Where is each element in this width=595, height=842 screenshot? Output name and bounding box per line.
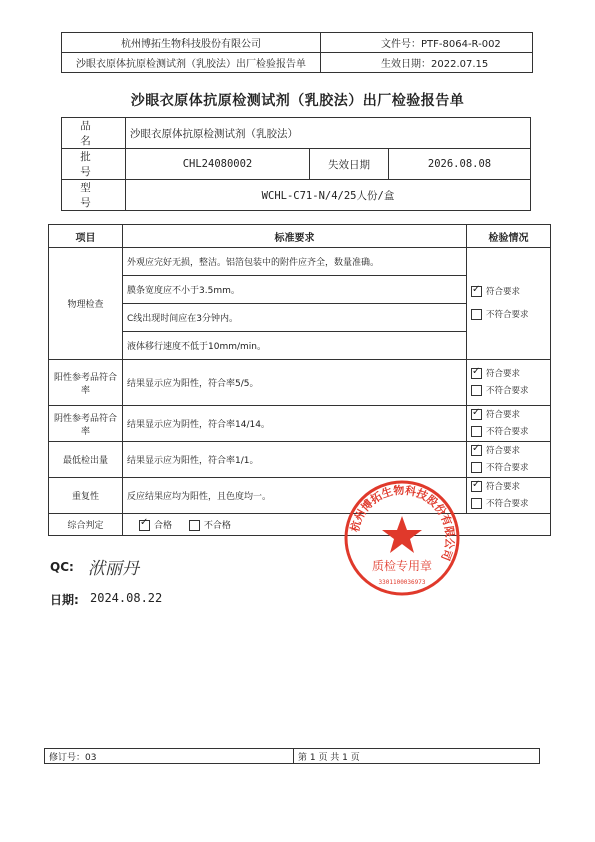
fail-label: 不符合要求 <box>486 462 529 473</box>
standard-physical-3: C线出现时间应在3分钟内。 <box>123 304 467 332</box>
product-name: 沙眼衣原体抗原检测试剂（乳胶法） <box>126 118 531 149</box>
fail-label: 不符合要求 <box>486 498 529 509</box>
pass-label: 符合要求 <box>486 409 521 420</box>
seal-star-icon <box>382 516 422 553</box>
col-standard-header: 标准要求 <box>123 225 467 248</box>
item-physical-check: 物理检查 <box>49 248 123 360</box>
col-result-header: 检验情况 <box>467 225 551 248</box>
result-repeatability <box>467 478 551 514</box>
fail-checkbox[interactable] <box>471 462 482 473</box>
pass-checkbox[interactable] <box>471 445 482 456</box>
batch-label: 批 号 <box>62 149 126 180</box>
fail-checkbox[interactable] <box>471 498 482 509</box>
conclusion-label: 综合判定 <box>49 514 123 536</box>
product-label: 品 名 <box>62 118 126 149</box>
item-lod: 最低检出量 <box>49 442 123 478</box>
revision-number: 修订号：03 <box>45 749 294 764</box>
pass-label: 符合要求 <box>486 286 521 297</box>
model-spec: WCHL-C71-N/4/25人份/盒 <box>126 180 531 211</box>
pass-checkbox[interactable] <box>471 368 482 379</box>
result-negative-ref <box>467 406 551 442</box>
pass-checkbox[interactable] <box>471 481 482 492</box>
standard-negative-ref: 结果显示应为阴性，符合率14/14。 <box>123 406 467 442</box>
item-positive-ref: 阳性参考品符合率 <box>49 360 123 406</box>
batch-number: CHL24080002 <box>126 149 310 180</box>
standard-physical-4: 液体移行速度不低于10mm/min。 <box>123 332 467 360</box>
page-number: 第 1 页 共 1 页 <box>294 749 540 764</box>
product-info-table <box>61 117 531 211</box>
pass-label: 符合要求 <box>486 368 521 379</box>
item-repeatability: 重复性 <box>49 478 123 514</box>
effective-date: 生效日期：2022.07.15 <box>321 53 533 73</box>
standard-physical-2: 膜条宽度应不小于3.5mm。 <box>123 276 467 304</box>
quality-seal <box>342 478 462 598</box>
result-positive-ref <box>467 360 551 406</box>
result-lod <box>467 442 551 478</box>
inspection-table <box>48 224 551 536</box>
standard-physical-1: 外观应完好无损，整洁。铝箔包装中的附件应齐全，数量准确。 <box>123 248 467 276</box>
pass-checkbox[interactable] <box>471 409 482 420</box>
item-negative-ref: 阴性参考品符合率 <box>49 406 123 442</box>
standard-lod: 结果显示应为阳性，符合率1/1。 <box>123 442 467 478</box>
qc-label: QC: <box>50 560 74 574</box>
fail-label: 不符合要求 <box>486 426 529 437</box>
seal-ring-text: 杭州博拓生物科技股份有限公司 <box>348 483 457 563</box>
file-number: 文件号：PTF-8064-R-002 <box>321 33 533 53</box>
qc-signature: 洑丽丹 <box>88 559 139 579</box>
fail-label: 不符合要求 <box>486 309 529 320</box>
conclusion-pass-label: 合格 <box>154 521 173 531</box>
fail-label: 不符合要求 <box>486 385 529 396</box>
pass-label: 符合要求 <box>486 445 521 456</box>
result-physical-check <box>467 248 551 360</box>
col-item-header: 项目 <box>49 225 123 248</box>
pass-checkbox[interactable] <box>471 286 482 297</box>
page-title: 沙眼衣原体抗原检测试剂（乳胶法）出厂检验报告单 <box>130 93 465 109</box>
signoff-date: 2024.08.22 <box>90 591 163 605</box>
model-label: 型 号 <box>62 180 126 211</box>
conclusion-options <box>123 514 551 536</box>
conclusion-fail-label: 不合格 <box>203 521 231 531</box>
fail-checkbox[interactable] <box>471 309 482 320</box>
footer-table <box>44 748 540 764</box>
fail-checkbox[interactable] <box>471 426 482 437</box>
company-name: 杭州博拓生物科技股份有限公司 <box>62 33 321 53</box>
fail-checkbox[interactable] <box>471 385 482 396</box>
header-table <box>61 32 533 73</box>
header-doc-title: 沙眼衣原体抗原检测试剂（乳胶法）出厂检验报告单 <box>62 53 321 73</box>
date-label: 日期: <box>50 593 79 607</box>
standard-repeatability: 反应结果应均为阳性，且色度均一。 <box>123 478 467 514</box>
expiry-date: 2026.08.08 <box>389 149 531 180</box>
seal-number: 3301100036973 <box>378 579 426 586</box>
pass-label: 符合要求 <box>486 481 521 492</box>
seal-center-text: 质检专用章 <box>371 559 433 573</box>
standard-positive-ref: 结果显示应为阳性，符合率5/5。 <box>123 360 467 406</box>
conclusion-pass-checkbox[interactable] <box>139 520 150 531</box>
conclusion-fail-checkbox[interactable] <box>189 520 200 531</box>
expiry-label: 失效日期 <box>310 149 389 180</box>
